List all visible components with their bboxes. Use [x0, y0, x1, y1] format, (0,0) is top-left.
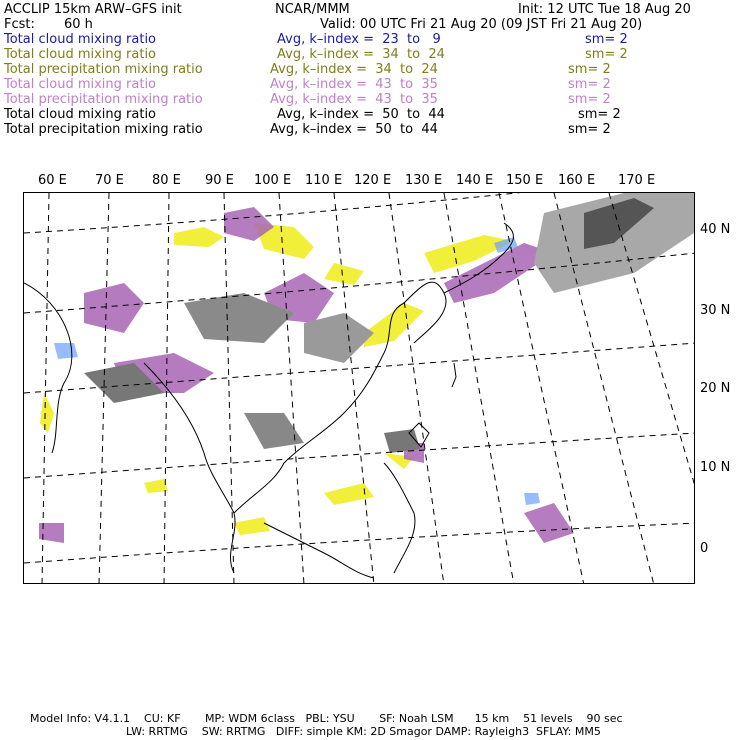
field-sm: sm= 2: [585, 32, 628, 47]
field-name: Total precipitation mixing ratio: [4, 62, 203, 77]
map-title: ACCLIP 15km ARW–GFS init: [4, 2, 182, 17]
init-time: Init: 12 UTC Tue 18 Aug 20: [518, 2, 691, 17]
field-avg: Avg, k–index = 23 to 9: [277, 32, 441, 47]
map-panel: [23, 192, 695, 584]
map-canvas: [24, 193, 695, 584]
field-avg: Avg, k–index = 43 to 35: [270, 77, 438, 92]
field-name: Total cloud mixing ratio: [4, 107, 157, 122]
lon-label: 120 E: [354, 173, 392, 188]
field-name: Total cloud mixing ratio: [4, 77, 157, 92]
lat-label: 10 N: [700, 460, 731, 475]
fcst-label: Fcst:: [4, 17, 35, 32]
lat-label: 20 N: [700, 381, 731, 396]
field-name: Total precipitation mixing ratio: [4, 122, 203, 137]
fcst-value: 60 h: [64, 17, 93, 32]
field-name: Total cloud mixing ratio: [4, 47, 157, 62]
lon-label: 70 E: [95, 173, 124, 188]
model-info-line2: LW: RRTMG SW: RRTMG DIFF: simple KM: 2D Smagor DAMP: Rayleigh3 SFLAY: MM5: [126, 725, 601, 738]
valid-time: Valid: 00 UTC Fri 21 Aug 20 (09 JST Fri 21 Aug 20): [320, 17, 643, 32]
field-avg: Avg, k–index = 50 to 44: [277, 107, 445, 122]
lat-label: 40 N: [700, 222, 731, 237]
lon-label: 80 E: [152, 173, 181, 188]
coastlines: [24, 223, 513, 578]
lon-label: 100 E: [254, 173, 292, 188]
model-info-line1: Model Info: V4.1.1 CU: KF MP: WDM 6class PBL: YSU SF: Noah LSM 15 km 51 levels 90 sec: [30, 712, 623, 725]
lon-label: 110 E: [305, 173, 343, 188]
field-avg: Avg, k–index = 34 to 24: [270, 62, 438, 77]
field-sm: sm= 2: [568, 122, 611, 137]
field-sm: sm= 2: [578, 107, 621, 122]
lon-label: 90 E: [205, 173, 234, 188]
lon-label: 60 E: [38, 173, 67, 188]
field-name: Total cloud mixing ratio: [4, 32, 157, 47]
field-name: Total precipitation mixing ratio: [4, 92, 203, 107]
lon-label: 140 E: [456, 173, 494, 188]
field-avg: Avg, k–index = 50 to 44: [270, 122, 438, 137]
lat-label: 30 N: [700, 303, 731, 318]
center-label: NCAR/MMM: [275, 2, 350, 17]
lon-label: 150 E: [506, 173, 544, 188]
field-avg: Avg, k–index = 43 to 35: [270, 92, 438, 107]
field-sm: sm= 2: [585, 47, 628, 62]
field-sm: sm= 2: [568, 62, 611, 77]
lon-label: 160 E: [558, 173, 596, 188]
field-avg: Avg, k–index = 34 to 24: [277, 47, 445, 62]
lon-label: 130 E: [405, 173, 443, 188]
field-sm: sm= 2: [568, 92, 611, 107]
lat-label: 0: [700, 541, 709, 556]
lon-label: 170 E: [618, 173, 656, 188]
field-sm: sm= 2: [568, 77, 611, 92]
